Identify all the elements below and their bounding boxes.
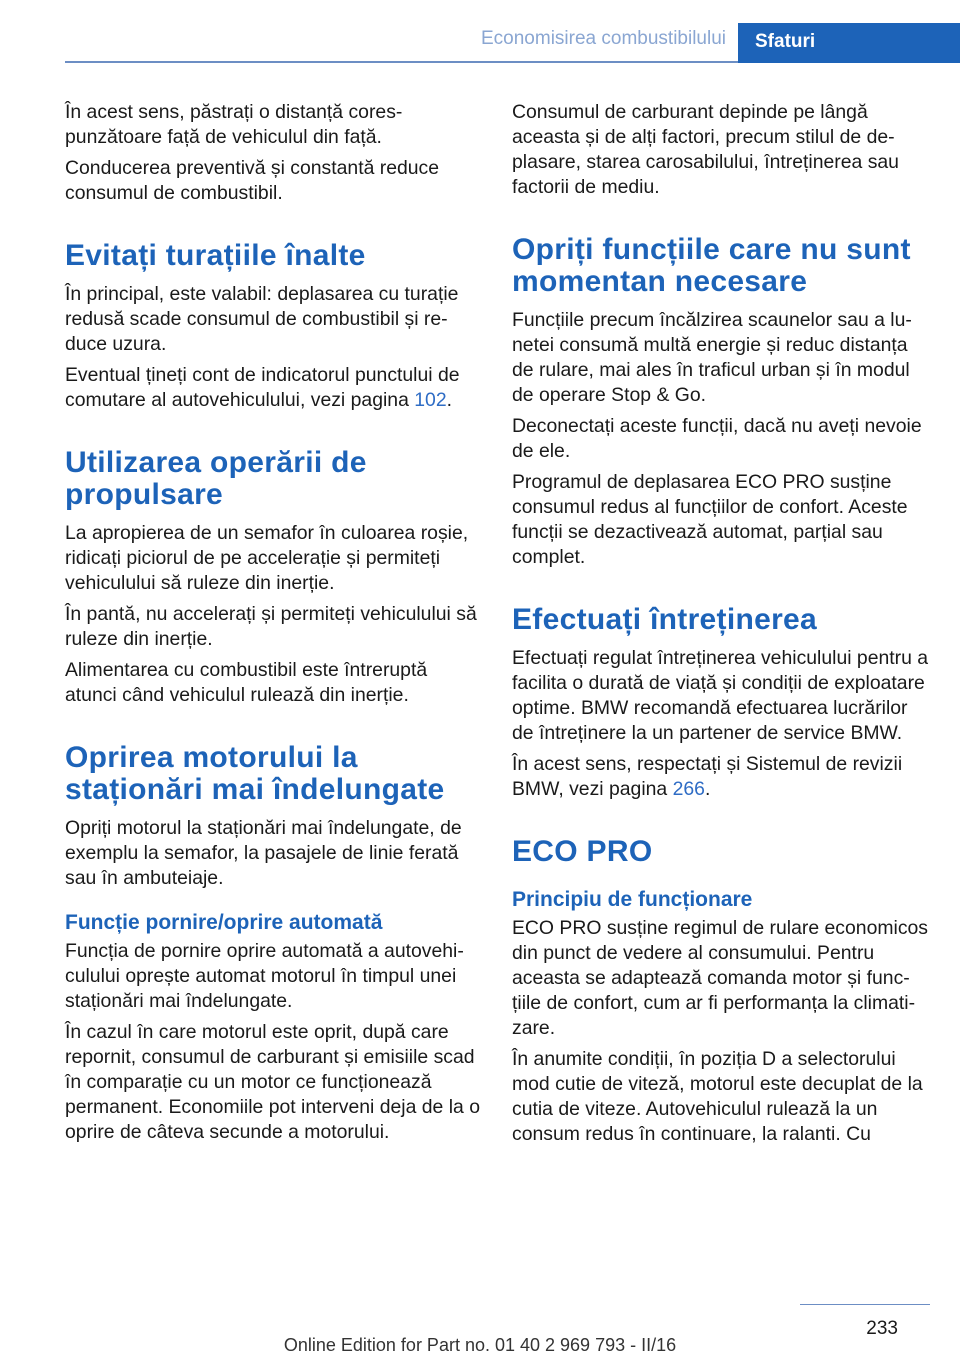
paragraph: În cazul în care motorul este oprit, după care repornit, consumul de carburant și emisiile scad în comparație cu un motor ce funcționează permanent. Economiile pot interveni deja de la o oprire de câteva secunde a motorului. — [65, 1021, 480, 1143]
paragraph: Funcția de pornire oprire automată a autovehiculului oprește automat motorul în timpul unei staționări mai îndelungate. — [65, 940, 464, 1012]
paragraph: La apropierea de un semafor în culoarea roșie, ridicați piciorul de pe accelerație și permiteți vehiculului să ruleze din inerție. — [65, 522, 469, 594]
paragraph: Deconectați aceste funcții, dacă nu aveți nevoie de ele. — [512, 415, 922, 462]
paragraph-end: . — [704, 778, 711, 800]
paragraph: În pantă, nu accelerați și permiteți vehiculului să ruleze din inerție. — [65, 603, 477, 650]
section-heading-intretinere: Efectuați întreținerea — [512, 603, 818, 636]
section-heading-eco-pro: ECO PRO — [512, 835, 653, 868]
paragraph: Programul de deplasarea ECO PRO susține consumul redus al funcțiilor de confort. Aceste funcții se dezactivează automat, parțial sau complet. — [512, 471, 908, 568]
section-heading-functii: Opriți funcțiile care nu sunt momentan necesare — [512, 233, 911, 298]
paragraph-text: În acest sens, respectați și Sistemul de revizii BMW, vezi pagina — [512, 753, 903, 800]
page-link-266[interactable]: 266 — [672, 778, 705, 800]
footer-rule — [800, 1304, 930, 1305]
right-column — [512, 100, 930, 1153]
header-chapter-tab: Sfaturi — [738, 23, 960, 63]
paragraph: ECO PRO susține regimul de rulare economicos din punct de vedere al consumului. Pentru aceasta se adaptează comanda motor și funcțiile de confort, cum ar fi performanța la climatizare. — [512, 917, 928, 1039]
paragraph: Opriți motorul la staționări mai îndelungate, de exemplu la semafor, la pasajele de linie ferată sau în ambuteiaje. — [65, 817, 462, 889]
section-heading-propulsare: Utilizarea operării de propulsare — [65, 446, 367, 511]
paragraph-end: . — [446, 389, 452, 411]
paragraph: Conducerea preventivă și constantă reduce consumul de combustibil. — [65, 157, 440, 204]
paragraph: În acest sens, păstrați o distanță corespunzătoare față de vehiculul din față. — [65, 101, 403, 148]
subsection-heading-principiu: Principiu de funcționare — [512, 888, 753, 911]
section-heading-turatii: Evitați turațiile înalte — [65, 239, 366, 272]
edition-footer: Online Edition for Part no. 01 40 2 969 793 - II/16 — [283, 1335, 677, 1355]
page-link-102[interactable]: 102 — [414, 389, 447, 411]
page-number: 233 — [866, 1318, 898, 1339]
subsection-heading-auto: Funcție pornire/oprire automată — [65, 911, 383, 934]
paragraph — [65, 363, 483, 413]
left-column — [65, 100, 483, 1151]
paragraph: Alimentarea cu combustibil este întreruptă atunci când vehiculul rulează din inerție. — [65, 659, 428, 706]
paragraph — [512, 752, 930, 802]
section-heading-oprire: Oprirea motorului la staționări mai îndelungate — [65, 741, 445, 806]
paragraph: Efectuați regulat întreținerea vehiculului pentru a facilita o durată de viață și condiții de exploatare optime. BMW recomandă efectuarea lucrărilor de întreținere la un partener de service BMW. — [512, 647, 929, 744]
paragraph: Consumul de carburant depinde pe lângă aceasta și de alți factori, precum stilul de deplasare, starea carosabilului, întreținerea sau factorii de mediu. — [512, 101, 899, 198]
paragraph: În principal, este valabil: deplasarea cu turație redusă scade consumul de combustibil și reduce uzura. — [65, 283, 459, 355]
header-section-title: Economisirea combustibilului — [481, 28, 726, 49]
paragraph: În anumite condiții, în poziția D a selectorului mod cutie de viteză, motorul este decuplat de la cutia de viteze. Autovehiculul rulează la un consum redus în continuare, la ralanti. Cu — [512, 1048, 923, 1145]
paragraph: Funcțiile precum încălzirea scaunelor sau a lunetei consumă multă energie și reduc distanța de rulare, mai ales în traficul urban și în modul de operare Stop & Go. — [512, 309, 912, 406]
paragraph-text: Eventual țineți cont de indicatorul punctului de comutare al autovehiculului, vezi pagina — [65, 364, 460, 411]
